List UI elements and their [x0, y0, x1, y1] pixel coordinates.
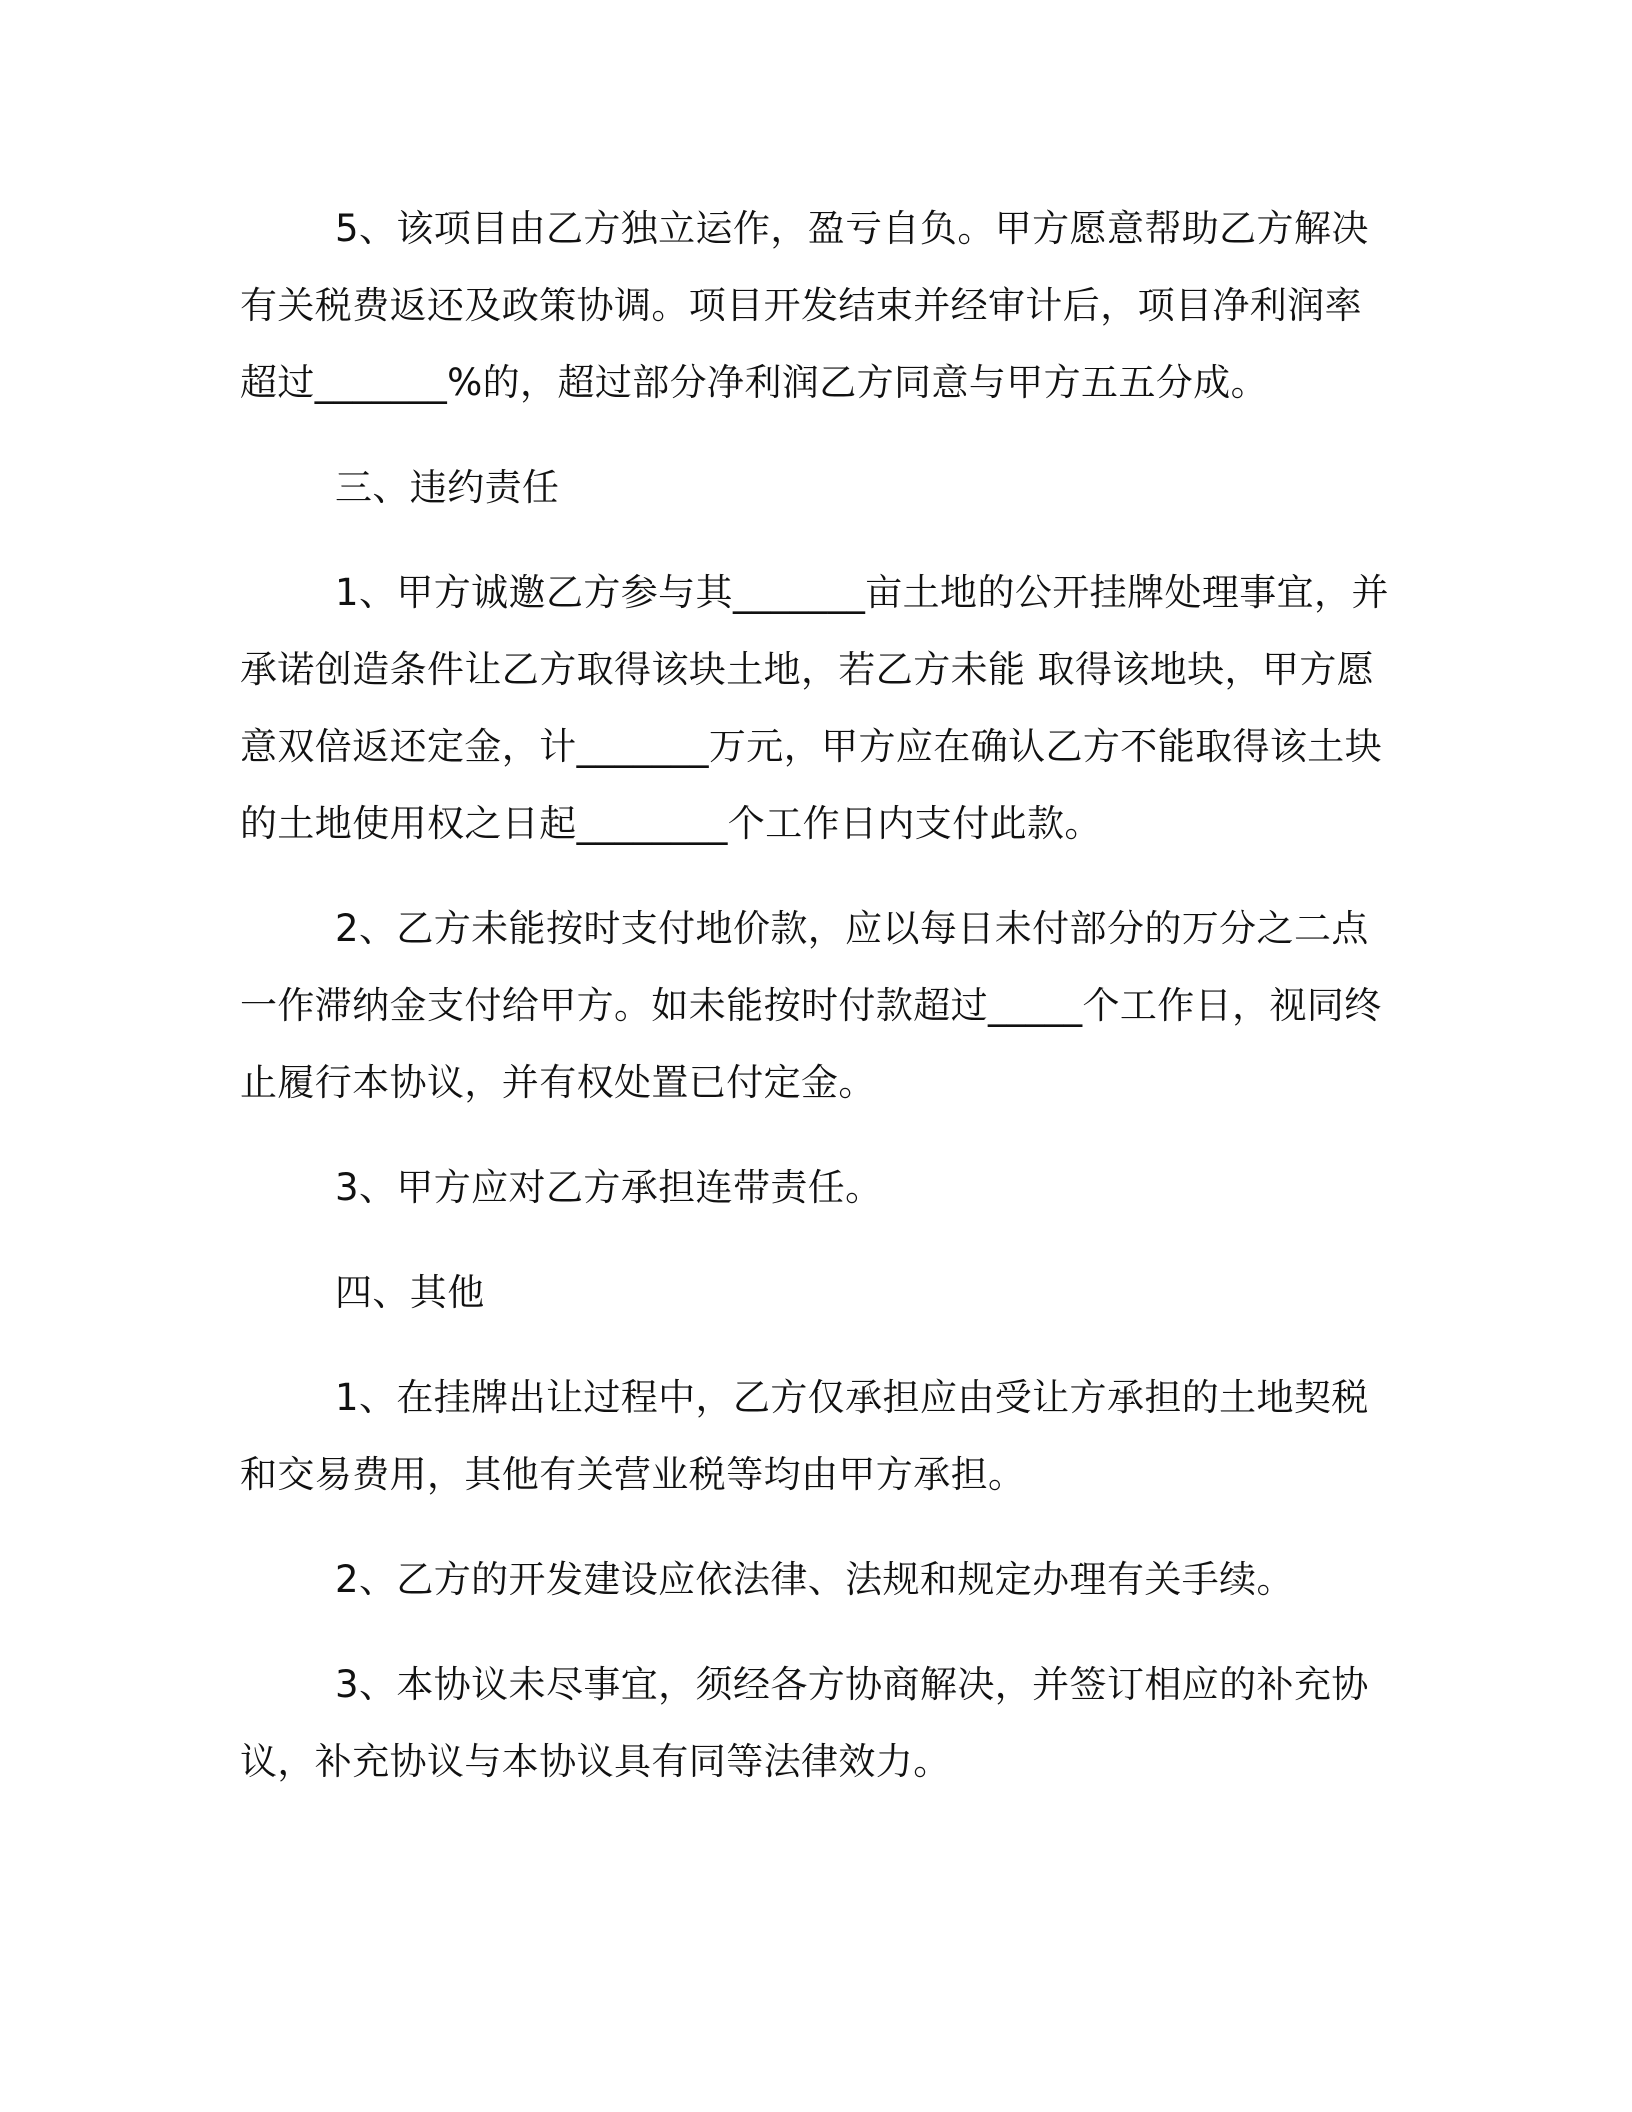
- spacer: [240, 421, 1390, 449]
- section-heading-other: 四、其他: [335, 1271, 485, 1314]
- spacer: [240, 1331, 1390, 1359]
- clause-2-5: 5、该项目由乙方独立运作，盈亏自负。甲方愿意帮助乙方解决有关税费返还及政策协调。项目开发结束并经审计后，项目净利润率超过_______%的，超过部分净利润乙方同意与甲方五五分成。: [240, 207, 1369, 404]
- clause-4-2: 2、乙方的开发建设应依法律、法规和规定办理有关手续。: [335, 1558, 1294, 1601]
- clause-3-3: 3、甲方应对乙方承担连带责任。: [335, 1166, 883, 1209]
- spacer: [240, 526, 1390, 554]
- clause-3-1: 1、甲方诚邀乙方参与其_______亩土地的公开挂牌处理事宜，并承诺创造条件让乙方取得该块土地，若乙方未能 取得该地块，甲方愿意双倍返还定金，计_______万元，甲方应在确认乙方不能取得该土块的土地使用权之日起________个工作日内支付此款。: [240, 571, 1389, 845]
- clause-3-2: 2、乙方未能按时支付地价款，应以每日未付部分的万分之二点一作滞纳金支付给甲方。如未能按时付款超过_____个工作日，视同终止履行本协议，并有权处置已付定金。: [240, 907, 1382, 1104]
- clause-4-3: 3、本协议未尽事宜，须经各方协商解决，并签订相应的补充协议，补充协议与本协议具有同等法律效力。: [240, 1663, 1369, 1783]
- clause-4-1: 1、在挂牌出让过程中，乙方仅承担应由受让方承担的土地契税和交易费用，其他有关营业税等均由甲方承担。: [240, 1376, 1369, 1496]
- section-heading-breach: 三、违约责任: [335, 466, 560, 509]
- document-body: [240, 190, 1390, 1800]
- spacer: [240, 1226, 1390, 1254]
